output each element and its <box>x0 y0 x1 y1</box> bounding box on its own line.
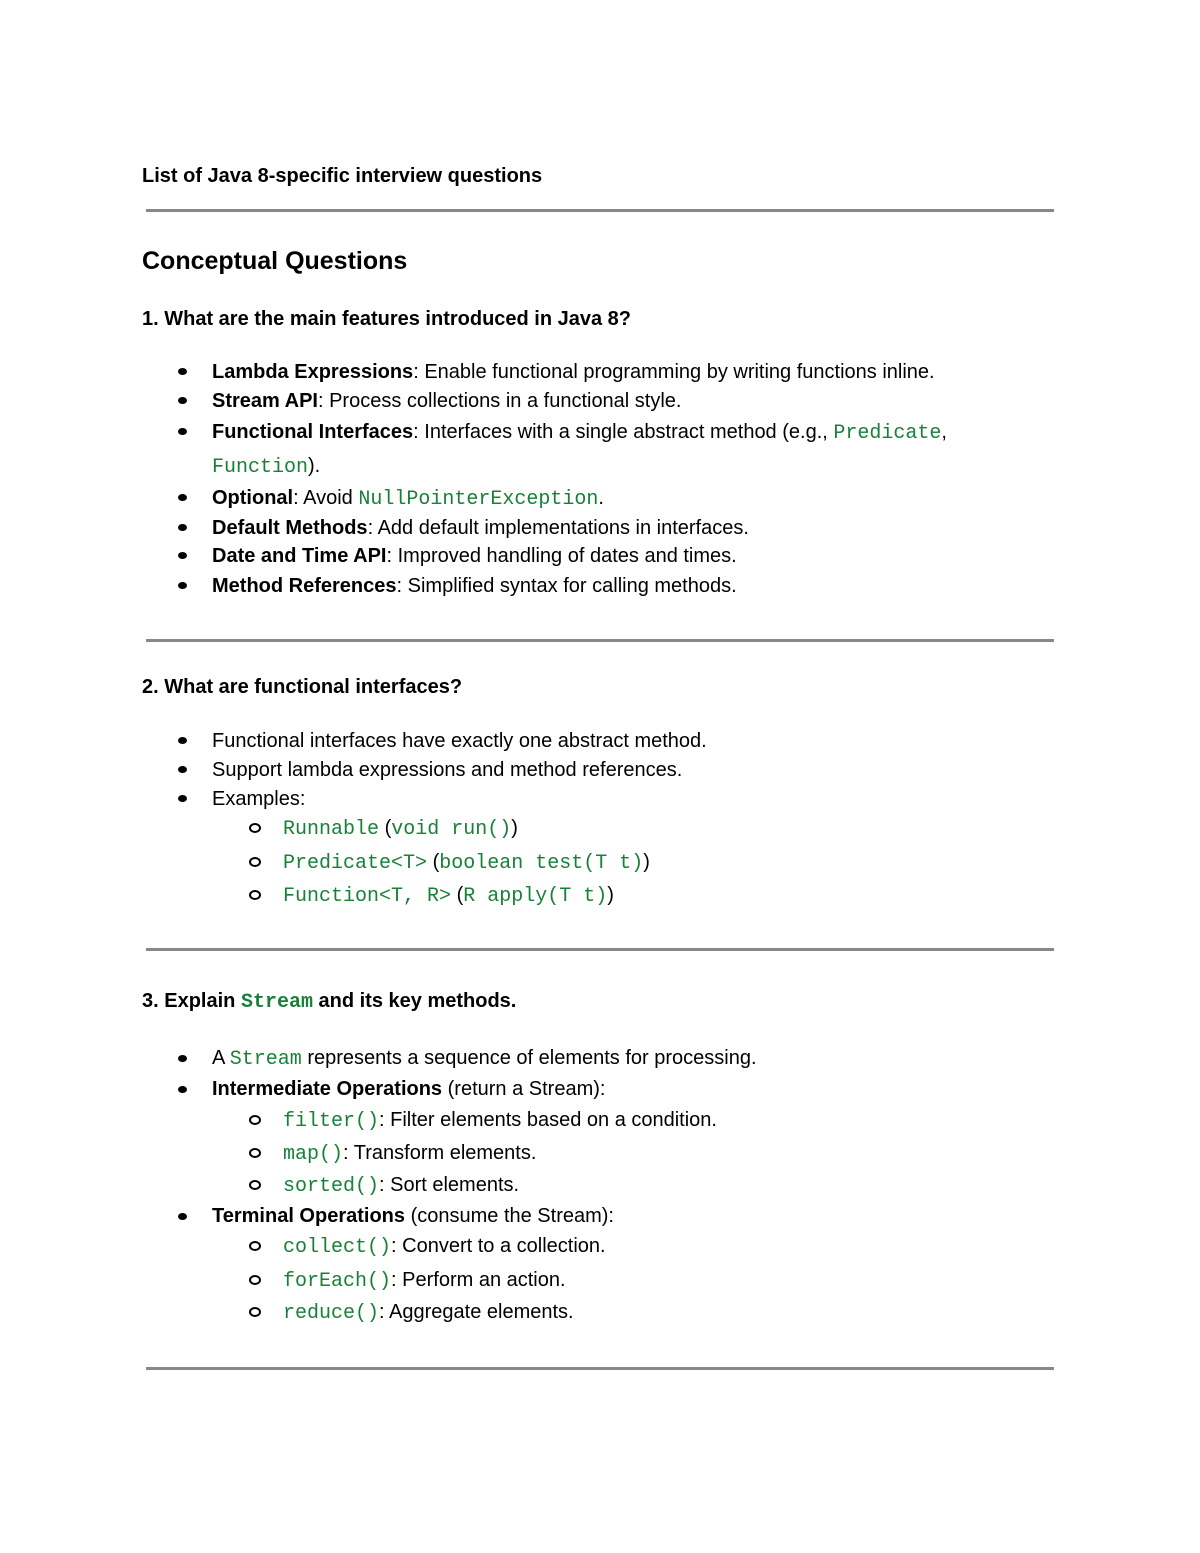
bullet-icon <box>178 1086 187 1093</box>
circle-bullet-icon <box>249 1241 261 1251</box>
q3-op-sorted: sorted(): Sort elements. <box>283 1174 520 1198</box>
horizontal-rule <box>146 948 1054 951</box>
bullet-icon <box>178 397 187 404</box>
circle-bullet-icon <box>249 823 261 833</box>
q1-item-default-methods: Default Methods: Add default implementations in interfaces. <box>212 517 749 539</box>
q2-example-runnable: Runnable (void run()) <box>283 817 518 841</box>
q1-item-stream-api: Stream API: Process collections in a functional style. <box>212 390 682 412</box>
q3-terminal-operations: Terminal Operations (consume the Stream): <box>212 1205 614 1227</box>
q2-item-examples: Examples: <box>212 788 306 810</box>
q2-item: Support lambda expressions and method references. <box>212 759 683 781</box>
bullet-icon <box>178 582 187 589</box>
document-title: List of Java 8-specific interview questions <box>142 165 543 187</box>
horizontal-rule <box>146 639 1054 642</box>
q3-op-foreach: forEach(): Perform an action. <box>283 1269 566 1293</box>
bullet-icon <box>178 524 187 531</box>
circle-bullet-icon <box>249 1180 261 1190</box>
bullet-icon <box>178 1213 187 1220</box>
q1-item-optional: Optional: Avoid NullPointerException. <box>212 487 604 511</box>
question-1-heading: 1. What are the main features introduced in Java 8? <box>142 308 632 330</box>
q3-op-map: map(): Transform elements. <box>283 1142 537 1166</box>
bullet-icon <box>178 766 187 773</box>
q1-item-functional-interfaces-cont: Function). <box>212 455 321 479</box>
circle-bullet-icon <box>249 1275 261 1285</box>
bullet-icon <box>178 494 187 501</box>
q2-example-predicate: Predicate<T> (boolean test(T t)) <box>283 851 650 875</box>
horizontal-rule <box>146 209 1054 212</box>
q1-item-date-time: Date and Time API: Improved handling of dates and times. <box>212 545 737 567</box>
bullet-icon <box>178 795 187 802</box>
bullet-icon <box>178 737 187 744</box>
bullet-icon <box>178 368 187 375</box>
circle-bullet-icon <box>249 1115 261 1125</box>
circle-bullet-icon <box>249 857 261 867</box>
question-3-heading: 3. Explain Stream and its key methods. <box>142 990 517 1014</box>
q3-op-reduce: reduce(): Aggregate elements. <box>283 1301 574 1325</box>
q3-op-filter: filter(): Filter elements based on a condition. <box>283 1109 717 1133</box>
circle-bullet-icon <box>249 1148 261 1158</box>
bullet-icon <box>178 428 187 435</box>
question-2-heading: 2. What are functional interfaces? <box>142 676 463 698</box>
q3-intermediate-operations: Intermediate Operations (return a Stream): <box>212 1078 606 1100</box>
section-heading: Conceptual Questions <box>142 247 408 275</box>
q3-op-collect: collect(): Convert to a collection. <box>283 1235 606 1259</box>
q1-item-method-references: Method References: Simplified syntax for calling methods. <box>212 575 737 597</box>
q1-item-functional-interfaces: Functional Interfaces: Interfaces with a single abstract method (e.g., Predicate, <box>212 421 947 445</box>
q2-item: Functional interfaces have exactly one abstract method. <box>212 730 707 752</box>
q1-item-lambda: Lambda Expressions: Enable functional programming by writing functions inline. <box>212 361 935 383</box>
q2-example-function: Function<T, R> (R apply(T t)) <box>283 884 614 908</box>
horizontal-rule <box>146 1367 1054 1370</box>
circle-bullet-icon <box>249 1307 261 1317</box>
bullet-icon <box>178 552 187 559</box>
bullet-icon <box>178 1055 187 1062</box>
circle-bullet-icon <box>249 890 261 900</box>
q3-intro: A Stream represents a sequence of elements for processing. <box>212 1047 757 1071</box>
